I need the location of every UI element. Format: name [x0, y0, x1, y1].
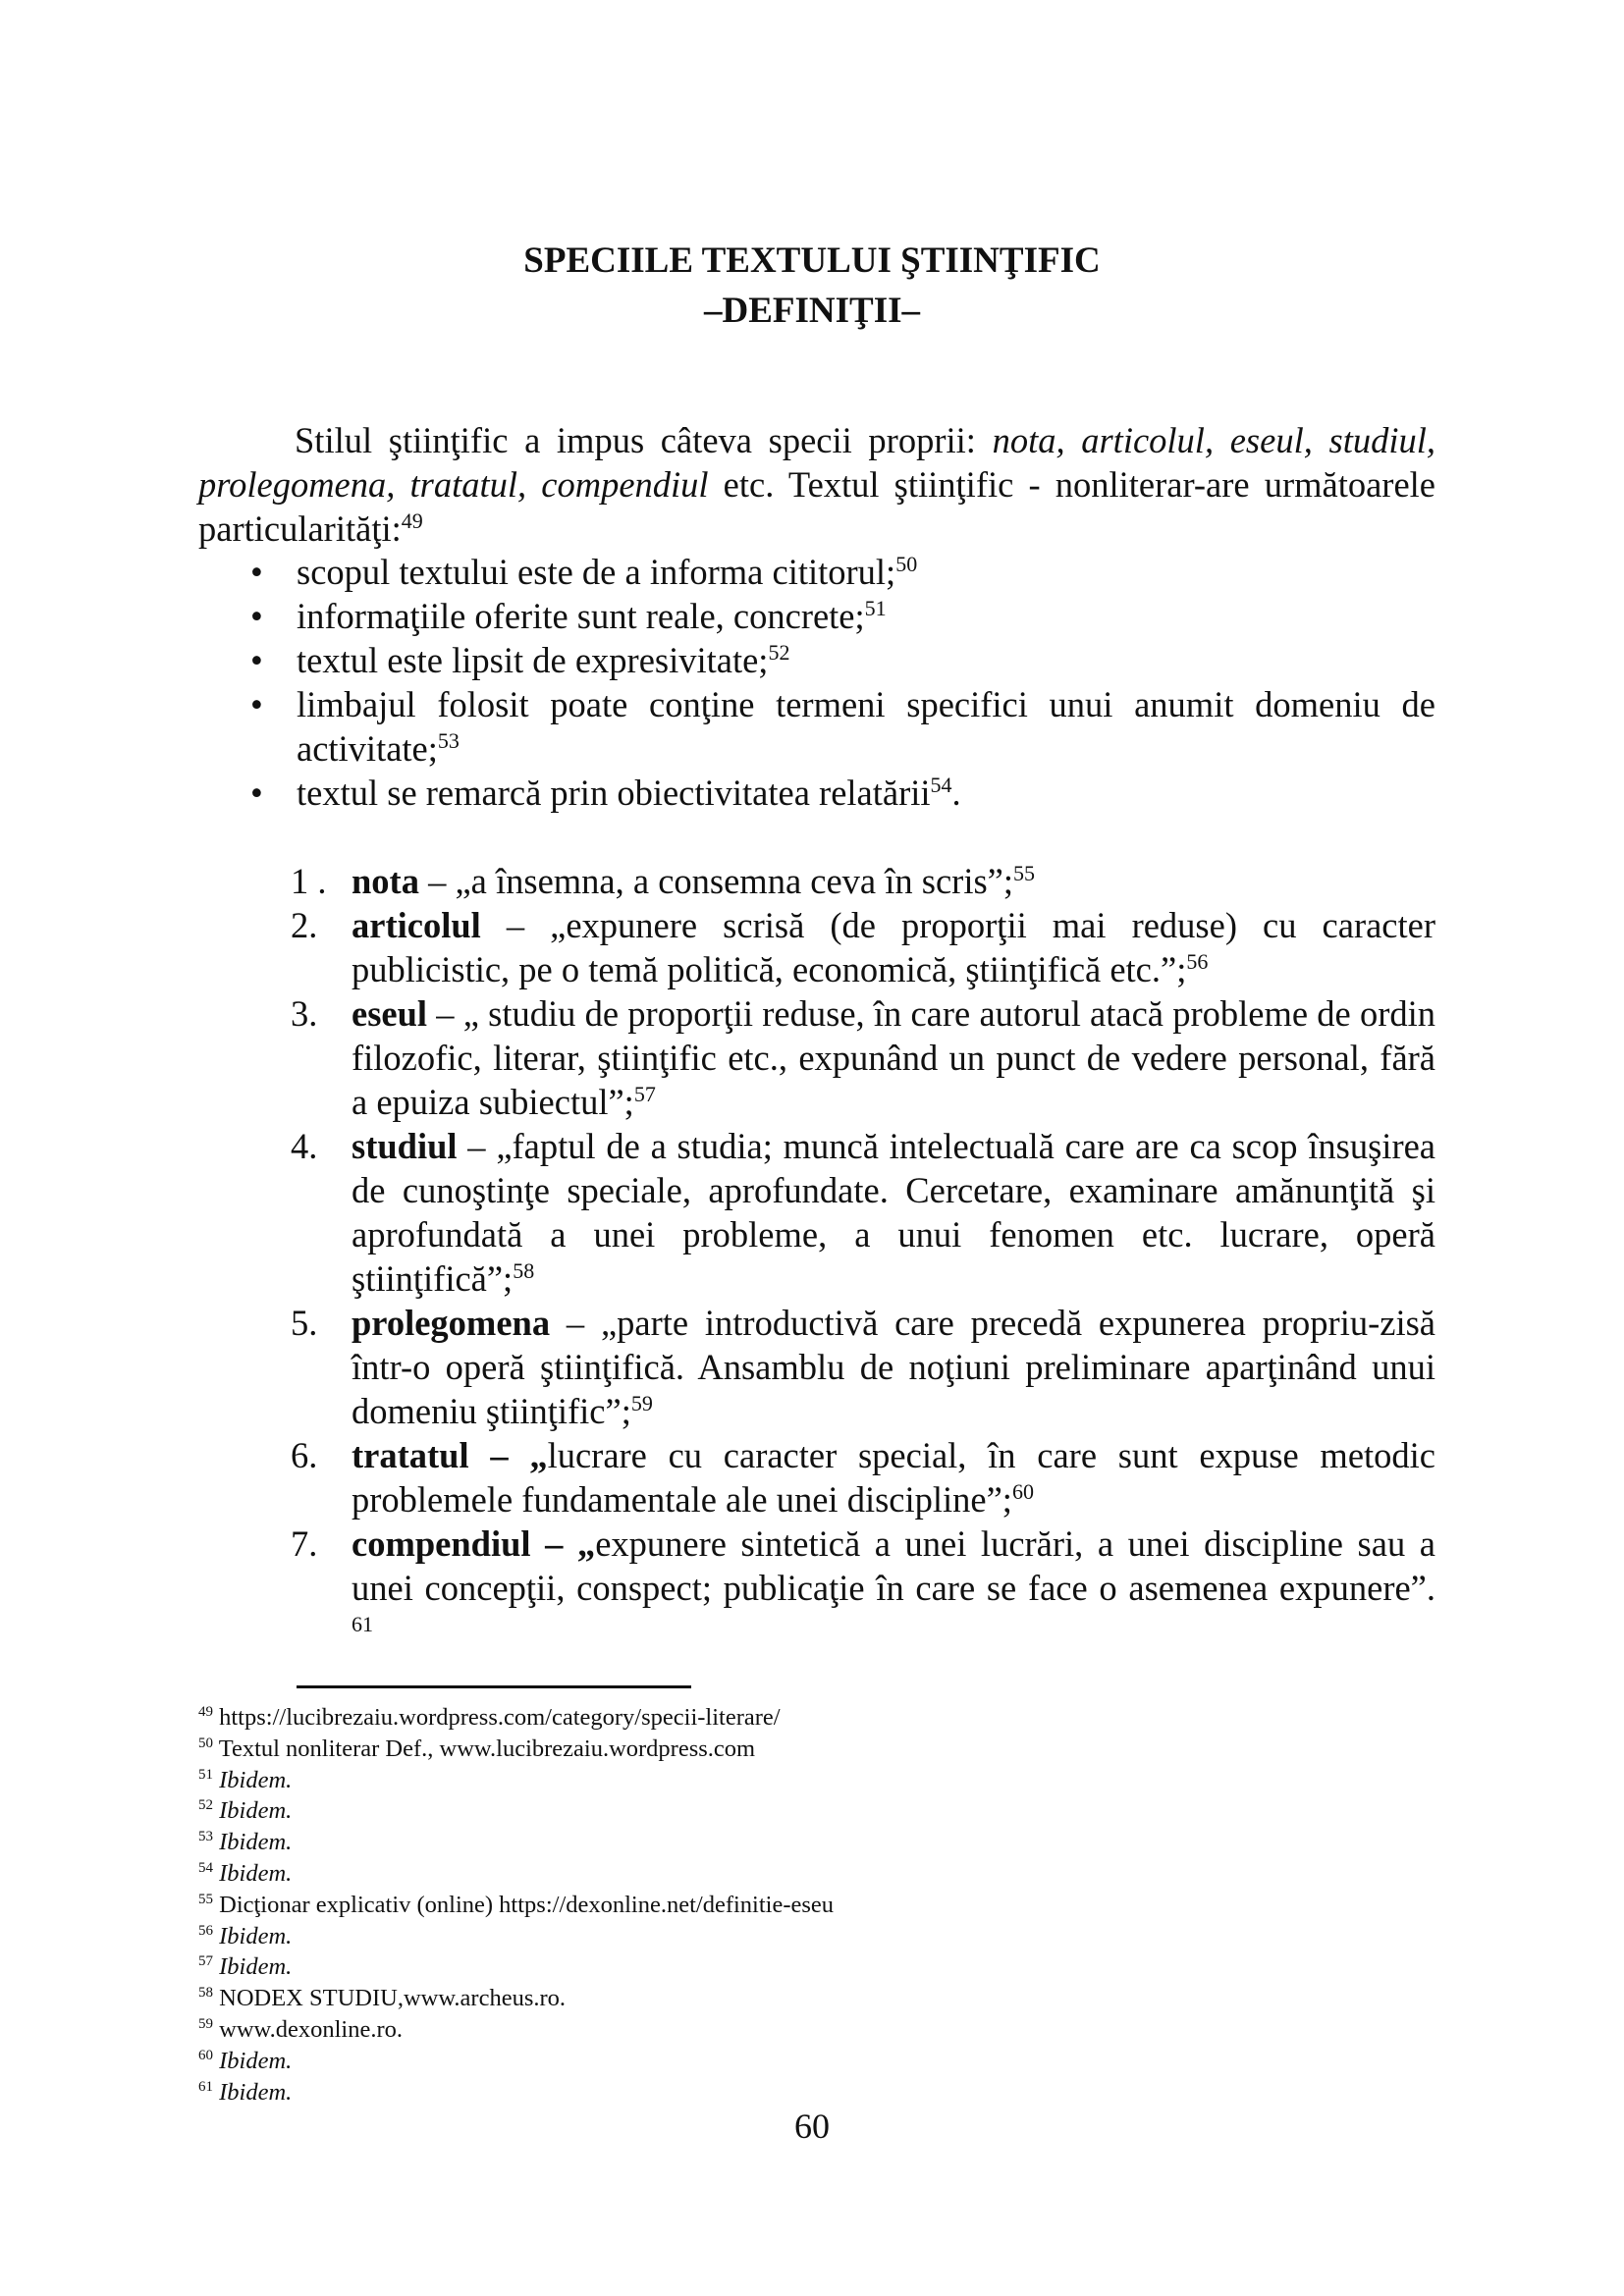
definition-item — [198, 1301, 1435, 1433]
list-item — [198, 638, 1435, 682]
bullet-icon: • — [250, 596, 263, 636]
term-separator: – — [427, 993, 463, 1034]
definition-text: „parte introductivă care precedă expunerea propriu-zisă într-o operă ştiinţifică. Ansamblu de noţiuni preliminare aparţinând unui domeniu ştiinţific”; — [352, 1303, 1435, 1431]
list-item — [198, 771, 1435, 815]
definition-item — [198, 1522, 1435, 1654]
footnote-item — [198, 1734, 1435, 1765]
term-separator: – — [418, 861, 456, 901]
footnote-number: 54 — [198, 1859, 213, 1876]
footnote-separator — [297, 1685, 691, 1688]
footnote-ref[interactable]: 56 — [1186, 948, 1209, 974]
footnote-text: Dicţionar explicativ (online) https://dexonline.net/definitie-eseu — [219, 1891, 835, 1918]
item-number: 5. — [291, 1303, 318, 1343]
definition-item — [198, 903, 1435, 991]
footnote-item — [198, 1795, 1435, 1827]
list-item — [198, 594, 1435, 638]
item-number: 1 . — [291, 861, 327, 901]
footnote-ref[interactable]: 59 — [630, 1390, 653, 1415]
footnote-item — [198, 1702, 1435, 1734]
footnote-text: Ibidem. — [219, 1766, 293, 1793]
footnote-item — [198, 1765, 1435, 1796]
footnote-number: 50 — [198, 1735, 213, 1751]
definition-term: tratatul — [352, 1435, 469, 1475]
definition-item — [198, 1124, 1435, 1301]
definitions-list — [198, 859, 1435, 1654]
footnote-text: Ibidem. — [219, 1922, 293, 1949]
page-subtitle: –DEFINIŢII– — [704, 291, 920, 331]
definition-text: „ studiu de proporţii reduse, în care autorul atacă probleme de ordin filozofic, literar, ştiinţific etc., expunând un punct de vedere personal, fără a epuiza subiectul”; — [352, 993, 1435, 1122]
footnote-item — [198, 1983, 1435, 2014]
footnote-ref[interactable]: 58 — [513, 1257, 535, 1283]
footnote-ref[interactable]: 53 — [437, 727, 460, 753]
page-number: 60 — [794, 2107, 830, 2146]
term-separator: – — [550, 1303, 601, 1343]
footnote-text: Textul nonliterar Def., www.lucibrezaiu.wordpress.com — [218, 1735, 756, 1762]
footnote-ref[interactable]: 61 — [352, 1611, 373, 1636]
term-separator: – — [457, 1126, 497, 1166]
item-number: 3. — [291, 993, 318, 1034]
footnote-item — [198, 1858, 1435, 1890]
intro-text-end: etc. Textul ştiinţific - nonliterar-are următoarele particularităţi: — [198, 464, 1435, 549]
footnote-ref[interactable]: 52 — [768, 639, 790, 665]
bullet-icon: • — [250, 640, 263, 680]
term-separator: – — [480, 905, 551, 945]
item-number: 7. — [291, 1523, 318, 1564]
list-item-text: informaţiile oferite sunt reale, concrete; — [297, 596, 865, 636]
footnote-number: 53 — [198, 1829, 213, 1845]
species-list-italic: nota, articolul, eseul, studiul, prolegomena, tratatul, compendiul — [198, 420, 1435, 505]
footnotes-list — [198, 1702, 1435, 2108]
footnote-ref[interactable]: 55 — [1013, 860, 1036, 885]
term-separator: – — [468, 1435, 530, 1475]
definition-text: „faptul de a studia; muncă intelectuală care are ca scop însuşirea de cunoştinţe speciale, aprofundate. Cercetare, examinare amănunţită şi aprofundată a unei probleme, a unui fenomen etc. lucrare, operă ştiinţifică”; — [352, 1126, 1436, 1299]
definition-item — [198, 991, 1435, 1124]
list-item — [198, 682, 1435, 771]
definition-term: nota — [352, 861, 419, 901]
opening-quote: „ — [529, 1435, 548, 1475]
characteristics-list — [198, 550, 1435, 815]
item-number: 6. — [291, 1435, 318, 1475]
footnote-number: 57 — [198, 1953, 213, 1970]
intro-paragraph — [198, 418, 1435, 551]
definition-term: prolegomena — [352, 1303, 551, 1343]
footnote-item — [198, 2046, 1435, 2077]
footnote-item — [198, 1921, 1435, 1952]
footnote-number: 55 — [198, 1891, 213, 1907]
opening-quote: „ — [576, 1523, 596, 1564]
footnote-item — [198, 1890, 1435, 1921]
footnote-text: NODEX STUDIU,www.archeus.ro. — [219, 1985, 567, 2012]
footnote-text: Ibidem. — [219, 1953, 293, 1981]
list-item-text: limbajul folosit poate conţine termeni specifici unui anumit domeniu de activitate; — [297, 684, 1435, 769]
footnote-number: 60 — [198, 2047, 213, 2063]
footnote-number: 51 — [198, 1766, 213, 1783]
bullet-icon: • — [250, 684, 263, 724]
footnote-item — [198, 1951, 1435, 1983]
definition-item — [198, 859, 1435, 903]
footnote-number: 49 — [198, 1703, 213, 1720]
footnote-number: 61 — [198, 2078, 213, 2095]
list-item-text: textul se remarcă prin obiectivitatea relatării — [297, 773, 931, 813]
footnote-ref[interactable]: 57 — [633, 1081, 656, 1106]
bullet-icon: • — [250, 552, 263, 592]
footnote-number: 58 — [198, 1985, 213, 2002]
footnote-text: Ibidem. — [219, 1829, 293, 1856]
definition-text: lucrare cu caracter special, în care sunt expuse metodic problemele fundamentale ale unei discipline”; — [352, 1435, 1436, 1520]
footnote-text: Ibidem. — [219, 1859, 293, 1887]
term-separator: – — [530, 1523, 577, 1564]
footnote-ref[interactable]: 49 — [401, 507, 423, 533]
footnote-ref[interactable]: 60 — [1011, 1478, 1034, 1504]
footnote-item — [198, 1827, 1435, 1858]
definition-term: studiul — [352, 1126, 458, 1166]
intro-text-start: Stilul ştiinţific a impus câteva specii proprii: — [295, 420, 993, 460]
definition-text: „expunere scrisă (de proporţii mai reduse) cu caracter publicistic, pe o temă politică, economică, ştiinţifică etc.”; — [352, 905, 1436, 989]
footnote-item — [198, 2077, 1435, 2109]
footnote-number: 56 — [198, 1922, 213, 1939]
footnote-ref[interactable]: 50 — [895, 551, 918, 576]
list-item-text: scopul textului este de a informa cititorul; — [297, 552, 896, 592]
footnote-item — [198, 2014, 1435, 2046]
list-item-text: textul este lipsit de expresivitate; — [297, 640, 769, 680]
footnote-number: 52 — [198, 1797, 213, 1814]
definition-text: „a însemna, a consemna ceva în scris”; — [455, 861, 1014, 901]
definition-term: articolul — [352, 905, 481, 945]
footnote-text: Ibidem. — [219, 1797, 293, 1825]
list-item-suffix: . — [951, 773, 961, 813]
definition-text: expunere sintetică a unei lucrări, a unei discipline sau a unei concepţii, conspect; publicaţie în care se face o asemenea expunere”. — [352, 1523, 1435, 1608]
page-title: SPECIILE TEXTULUI ŞTIINŢIFIC — [523, 240, 1101, 281]
footnote-text: Ibidem. — [219, 2078, 293, 2106]
footnote-ref[interactable]: 54 — [930, 772, 952, 797]
item-number: 2. — [291, 905, 318, 945]
footnote-text: Ibidem. — [219, 2047, 293, 2074]
footnote-text: www.dexonline.ro. — [219, 2015, 404, 2043]
definition-item — [198, 1433, 1435, 1522]
definition-term: compendiul — [352, 1523, 531, 1564]
list-item — [198, 550, 1435, 594]
footnote-ref[interactable]: 51 — [864, 595, 887, 620]
definition-term: eseul — [352, 993, 428, 1034]
item-number: 4. — [291, 1126, 318, 1166]
bullet-icon: • — [250, 773, 263, 813]
footnote-text: https://lucibrezaiu.wordpress.com/category/specii-literare/ — [219, 1704, 781, 1731]
footnote-number: 59 — [198, 2015, 213, 2032]
